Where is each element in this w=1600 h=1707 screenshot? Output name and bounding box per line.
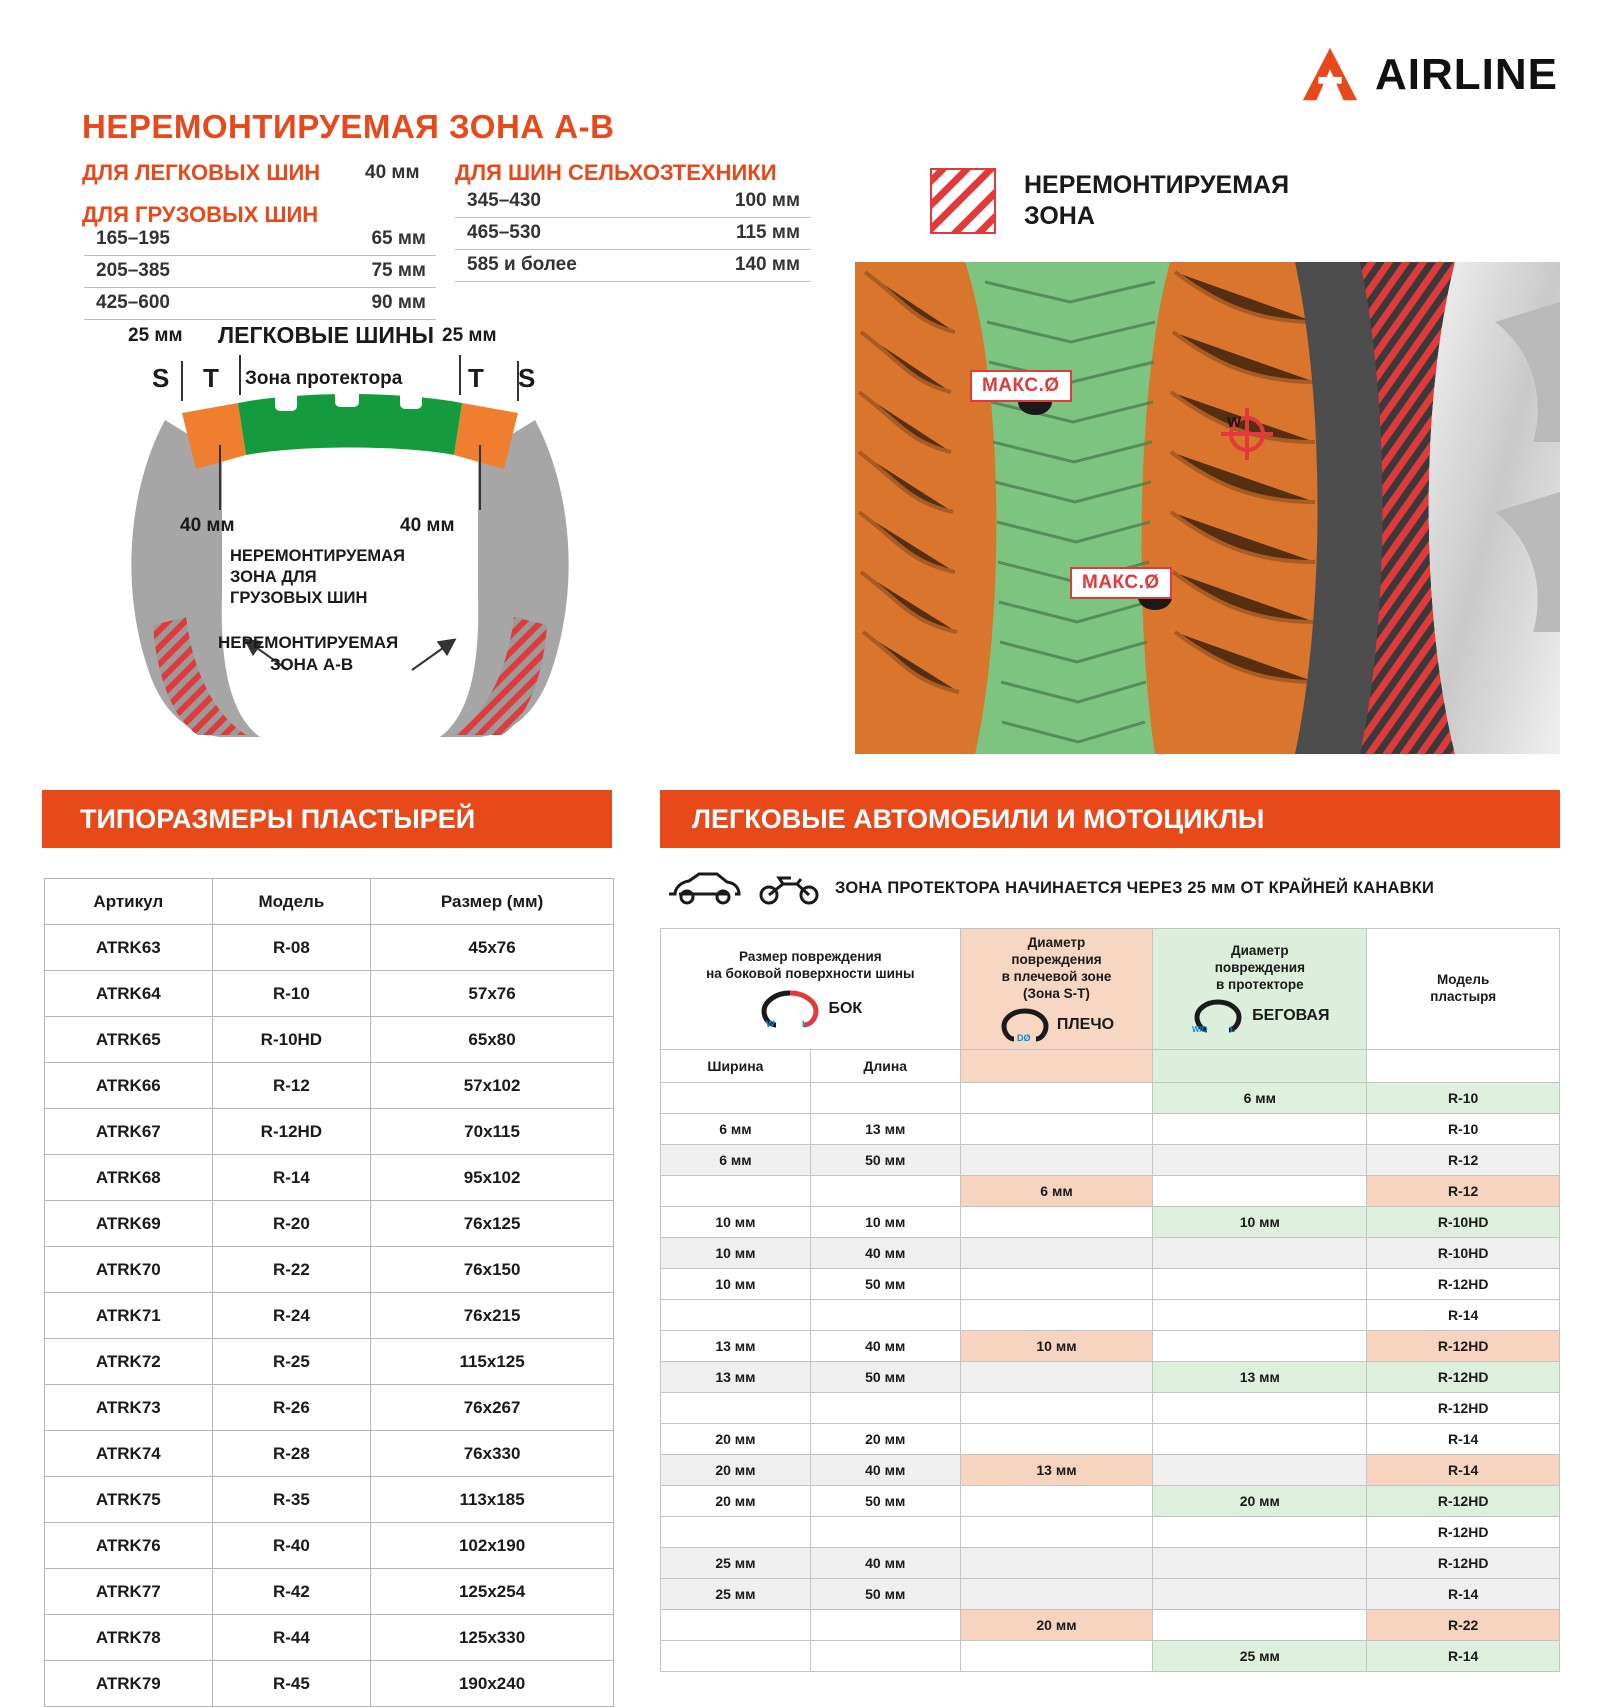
cell-shoulder (960, 1423, 1153, 1454)
value: 100 мм (667, 186, 810, 218)
cell-length (810, 1640, 960, 1671)
table-row (84, 288, 436, 320)
hatch-swatch-svg (932, 170, 994, 232)
table-row (455, 250, 810, 282)
cell-length: 50 мм (810, 1361, 960, 1392)
cell-size: 76x267 (371, 1385, 614, 1431)
table-row (661, 1113, 1560, 1144)
zone-t-left-label: T (203, 363, 219, 393)
cell-model: R-35 (212, 1477, 371, 1523)
passenger-moto-band-label: ЛЕГКОВЫЕ АВТОМОБИЛИ И МОТОЦИКЛЫ (692, 803, 1265, 834)
cell-tread (1153, 1578, 1367, 1609)
cell-shoulder (960, 1237, 1153, 1268)
table-row (661, 1392, 1560, 1423)
nonrepair-line1: НЕРЕМОНТИРУЕМАЯ (1024, 170, 1290, 199)
head-model-line1: Модель (1437, 971, 1490, 987)
cell-shoulder (960, 1361, 1153, 1392)
tire-photo-panel (855, 262, 1560, 754)
head-tread-line3: в протекторе (1215, 977, 1304, 993)
cell-size: 76x125 (371, 1201, 614, 1247)
table-row (661, 1423, 1560, 1454)
cell-length (810, 1392, 960, 1423)
head-tread-line1: Диаметр (1231, 943, 1289, 959)
table-row (661, 1640, 1560, 1671)
table-row (45, 971, 614, 1017)
value: 90 мм (296, 288, 436, 320)
truck-label: ДЛЯ ГРУЗОВЫХ ШИН (82, 202, 319, 227)
cell-model: R-12HD (1367, 1516, 1560, 1547)
patch-sizes-band-label: ТИПОРАЗМЕРЫ ПЛАСТЫРЕЙ (80, 803, 476, 834)
cell-tread (1153, 1454, 1367, 1485)
cell-length: 40 мм (810, 1330, 960, 1361)
cell-tread (1153, 1423, 1367, 1454)
cell-shoulder (960, 1485, 1153, 1516)
side-damage-icon (758, 989, 822, 1029)
cell-width (661, 1609, 811, 1640)
hatched-red-square-icon (930, 168, 996, 234)
table-row (661, 1299, 1560, 1330)
page-title: НЕРЕМОНТИРУЕМАЯ ЗОНА А-В (82, 108, 615, 145)
cell-tread: 6 мм (1153, 1082, 1367, 1113)
mm25-left-label: 25 мм (128, 325, 183, 346)
cell-length (810, 1609, 960, 1640)
cell-tread (1153, 1547, 1367, 1578)
table-row (661, 1330, 1560, 1361)
table-row (661, 1237, 1560, 1268)
cell-tread (1153, 1237, 1367, 1268)
cell-article: ATRK64 (45, 971, 213, 1017)
cell-shoulder (960, 1113, 1153, 1144)
brand-logo (1299, 44, 1558, 106)
zone-t-right-label: T (468, 363, 484, 393)
cell-width: 13 мм (661, 1361, 811, 1392)
cell-width: 6 мм (661, 1113, 811, 1144)
table-row (661, 1361, 1560, 1392)
cell-tread (1153, 1268, 1367, 1299)
cell-model: R-20 (212, 1201, 371, 1247)
table-row (661, 1609, 1560, 1640)
cell-length (810, 1299, 960, 1330)
value: 65 мм (296, 224, 436, 256)
cell-shoulder (960, 1547, 1153, 1578)
cell-width (661, 1175, 811, 1206)
head-shoulder-line2: повреждения (1011, 951, 1102, 967)
cell-size: 76x330 (371, 1431, 614, 1477)
truck-sizes-table (84, 224, 436, 320)
tread-zone-note-text: ЗОНА ПРОТЕКТОРА НАЧИНАЕТСЯ ЧЕРЕЗ 25 мм ОТ КРАЙНЕЙ КАНАВКИ (835, 878, 1435, 897)
cell-shoulder (960, 1640, 1153, 1671)
cell-width: 20 мм (661, 1454, 811, 1485)
cell-tread (1153, 1144, 1367, 1175)
cell-model: R-12HD (1367, 1392, 1560, 1423)
cell-shoulder: 13 мм (960, 1454, 1153, 1485)
cell-article: ATRK74 (45, 1431, 213, 1477)
cell-model: R-14 (212, 1155, 371, 1201)
cell-width (661, 1392, 811, 1423)
table-row (45, 925, 614, 971)
head-side-damage (661, 929, 961, 1050)
table-row (45, 1201, 614, 1247)
tread-badge-label: БЕГОВАЯ (1252, 1007, 1330, 1025)
cell-model: R-08 (212, 925, 371, 971)
cell-length: 20 мм (810, 1423, 960, 1454)
cell-width: 10 мм (661, 1268, 811, 1299)
cell-model: R-10HD (1367, 1206, 1560, 1237)
cell-width: 25 мм (661, 1578, 811, 1609)
cell-model: R-14 (1367, 1423, 1560, 1454)
cell-length (810, 1516, 960, 1547)
max-diameter-label-2: МАКС.Ø (1070, 567, 1172, 599)
cell-size: 115x125 (371, 1339, 614, 1385)
tread-damage-icon (1190, 998, 1246, 1034)
cell-article: ATRK76 (45, 1523, 213, 1569)
tread-zone-label: Зона протектора (245, 368, 403, 389)
cell-tread (1153, 1392, 1367, 1423)
cell-article: ATRK72 (45, 1339, 213, 1385)
cell-tread: 25 мм (1153, 1640, 1367, 1671)
cell-size: 190x240 (371, 1661, 614, 1707)
w-mark-label: W (1227, 414, 1242, 431)
svg-text:L: L (1230, 1025, 1236, 1035)
col-size: Размер (мм) (371, 879, 614, 925)
shoulder-badge-label: ПЛЕЧО (1056, 1015, 1115, 1033)
table-row (661, 1578, 1560, 1609)
cell-model: R-12HD (1367, 1268, 1560, 1299)
cell-tread (1153, 1516, 1367, 1547)
head-patch-model (1367, 929, 1560, 1050)
table-row (45, 1477, 614, 1523)
cell-shoulder: 20 мм (960, 1609, 1153, 1640)
table-row (45, 1523, 614, 1569)
cell-length: 40 мм (810, 1547, 960, 1578)
table-row (45, 1155, 614, 1201)
cell-size: 57x102 (371, 1063, 614, 1109)
cell-article: ATRK68 (45, 1155, 213, 1201)
diagram-title: ЛЕГКОВЫЕ ШИНЫ (218, 322, 435, 348)
mm40-right-label: 40 мм (400, 515, 455, 536)
table-row (84, 256, 436, 288)
cell-width: 6 мм (661, 1144, 811, 1175)
sub-length: Длина (810, 1049, 960, 1082)
cell-article: ATRK67 (45, 1109, 213, 1155)
cell-tread: 13 мм (1153, 1361, 1367, 1392)
table-row (661, 1268, 1560, 1299)
cell-tread (1153, 1299, 1367, 1330)
truck-zone-line2: ЗОНА ДЛЯ (230, 568, 317, 586)
agro-sizes-table (455, 186, 810, 282)
table-row (45, 1063, 614, 1109)
cell-tread: 10 мм (1153, 1206, 1367, 1237)
tire-cross-section-diagram (70, 322, 630, 755)
cell-shoulder: 6 мм (960, 1175, 1153, 1206)
table-row (455, 218, 810, 250)
passenger-moto-band (660, 790, 1560, 848)
cell-model: R-10HD (1367, 1237, 1560, 1268)
cell-model: R-40 (212, 1523, 371, 1569)
cell-tread (1153, 1113, 1367, 1144)
cell-model: R-12 (212, 1063, 371, 1109)
cell-article: ATRK65 (45, 1017, 213, 1063)
head-shoulder-line4: (Зона S-T) (1023, 985, 1090, 1001)
value: 115 мм (667, 218, 810, 250)
cell-shoulder (960, 1268, 1153, 1299)
passenger-label: ДЛЯ ЛЕГКОВЫХ ШИН (82, 160, 321, 185)
svg-text:W/D: W/D (1192, 1025, 1208, 1035)
cell-length: 50 мм (810, 1578, 960, 1609)
value: 140 мм (667, 250, 810, 282)
cell-article: ATRK71 (45, 1293, 213, 1339)
table-row (45, 1615, 614, 1661)
col-model: Модель (212, 879, 371, 925)
cell-model: R-45 (212, 1661, 371, 1707)
cell-shoulder (960, 1392, 1153, 1423)
table-row (45, 1385, 614, 1431)
table-row (661, 1516, 1560, 1547)
table-row (661, 1082, 1560, 1113)
cell-model: R-10HD (212, 1017, 371, 1063)
truck-zone-line3: ГРУЗОВЫХ ШИН (230, 589, 368, 607)
cell-article: ATRK75 (45, 1477, 213, 1523)
cell-size: 65x80 (371, 1017, 614, 1063)
cell-width: 10 мм (661, 1206, 811, 1237)
cell-model: R-14 (1367, 1640, 1560, 1671)
cell-width: 10 мм (661, 1237, 811, 1268)
cell-shoulder (960, 1578, 1153, 1609)
cell-model: R-22 (212, 1247, 371, 1293)
cell-model: R-28 (212, 1431, 371, 1477)
cell-size: 113x185 (371, 1477, 614, 1523)
ab-zone-line1: НЕРЕМОНТИРУЕМАЯ (218, 633, 399, 652)
cell-tread: 20 мм (1153, 1485, 1367, 1516)
cell-width (661, 1640, 811, 1671)
car-icon (665, 870, 743, 906)
nonrepair-legend-text (1024, 170, 1289, 233)
mm25-right-label: 25 мм (442, 325, 497, 346)
cell-article: ATRK63 (45, 925, 213, 971)
brand-name: AIRLINE (1375, 50, 1558, 99)
table-row (45, 1017, 614, 1063)
table-row (45, 1339, 614, 1385)
cell-model: R-10 (1367, 1082, 1560, 1113)
cell-model: R-14 (1367, 1454, 1560, 1485)
zone-s-right-label: S (518, 363, 536, 393)
patch-sizes-table (44, 878, 614, 1707)
mm40-left-label: 40 мм (180, 515, 235, 536)
size: 205–385 (84, 256, 296, 288)
cell-width: 20 мм (661, 1423, 811, 1454)
cell-shoulder: 10 мм (960, 1330, 1153, 1361)
size: 165–195 (84, 224, 296, 256)
cell-article: ATRK69 (45, 1201, 213, 1247)
cell-size: 125x330 (371, 1615, 614, 1661)
cell-size: 95x102 (371, 1155, 614, 1201)
table-row (661, 1485, 1560, 1516)
head-shoulder-line1: Диаметр (1027, 935, 1086, 950)
patch-sizes-band (42, 790, 612, 848)
passenger-value: 40 мм (365, 162, 420, 183)
damage-size-table (660, 928, 1560, 1672)
cell-model: R-26 (212, 1385, 371, 1431)
table-row (84, 224, 436, 256)
cell-shoulder (960, 1082, 1153, 1113)
table-row (661, 1144, 1560, 1175)
sub-tread (1153, 1049, 1367, 1082)
svg-text:L: L (802, 1018, 808, 1029)
cell-article: ATRK78 (45, 1615, 213, 1661)
table-subheader-row (661, 1049, 1560, 1082)
cell-shoulder (960, 1516, 1153, 1547)
cell-tread (1153, 1330, 1367, 1361)
size: 345–430 (455, 186, 667, 218)
cell-size: 76x150 (371, 1247, 614, 1293)
cell-width: 13 мм (661, 1330, 811, 1361)
svg-text:W: W (766, 1018, 775, 1029)
cell-width (661, 1516, 811, 1547)
cell-model: R-14 (1367, 1578, 1560, 1609)
cell-size: 57x76 (371, 971, 614, 1017)
cell-model: R-25 (212, 1339, 371, 1385)
cell-model: R-10 (1367, 1113, 1560, 1144)
cell-article: ATRK73 (45, 1385, 213, 1431)
cell-width (661, 1299, 811, 1330)
cell-model: R-12HD (212, 1109, 371, 1155)
head-side-line2: на боковой поверхности шины (706, 965, 915, 981)
sub-model (1367, 1049, 1560, 1082)
motorcycle-icon (757, 870, 821, 906)
cell-length (810, 1175, 960, 1206)
cell-length: 40 мм (810, 1237, 960, 1268)
cell-shoulder (960, 1144, 1153, 1175)
cell-tread (1153, 1175, 1367, 1206)
side-badge-label: БОК (828, 999, 863, 1017)
table-row (661, 1454, 1560, 1485)
table-row (661, 1175, 1560, 1206)
table-row (45, 1109, 614, 1155)
sub-shoulder (960, 1049, 1153, 1082)
cell-length: 10 мм (810, 1206, 960, 1237)
cell-model: R-24 (212, 1293, 371, 1339)
col-article: Артикул (45, 879, 213, 925)
cell-article: ATRK70 (45, 1247, 213, 1293)
agro-label: ДЛЯ ШИН СЕЛЬХОЗТЕХНИКИ (455, 160, 777, 185)
svg-text:DØ: DØ (1016, 1032, 1031, 1043)
tread-zone-note (665, 870, 1434, 906)
cell-length: 50 мм (810, 1144, 960, 1175)
table-header-row (45, 879, 614, 925)
cell-model: R-12 (1367, 1144, 1560, 1175)
cell-length: 50 мм (810, 1268, 960, 1299)
cell-size: 102x190 (371, 1523, 614, 1569)
head-side-line1: Размер повреждения (739, 948, 882, 964)
cell-tread (1153, 1609, 1367, 1640)
cell-article: ATRK77 (45, 1569, 213, 1615)
head-shoulder-damage (960, 929, 1153, 1050)
nonrepair-line2: ЗОНА (1024, 202, 1095, 230)
cell-model: R-12HD (1367, 1361, 1560, 1392)
cell-model: R-12HD (1367, 1485, 1560, 1516)
size: 585 и более (455, 250, 667, 282)
cell-length: 40 мм (810, 1454, 960, 1485)
cell-model: R-12 (1367, 1175, 1560, 1206)
cell-size: 45x76 (371, 925, 614, 971)
cell-model: R-14 (1367, 1299, 1560, 1330)
max-diameter-label-1: МАКС.Ø (970, 370, 1072, 402)
cell-size: 76x215 (371, 1293, 614, 1339)
airline-a-logo-icon (1299, 44, 1361, 106)
tire-illustration (855, 262, 1560, 754)
size: 425–600 (84, 288, 296, 320)
value: 75 мм (296, 256, 436, 288)
head-tread-line2: повреждения (1214, 960, 1305, 976)
table-row (455, 186, 810, 218)
nonrepair-legend (930, 168, 1289, 234)
size: 465–530 (455, 218, 667, 250)
cell-width: 25 мм (661, 1547, 811, 1578)
cell-model: R-44 (212, 1615, 371, 1661)
cell-shoulder (960, 1206, 1153, 1237)
cell-article: ATRK79 (45, 1661, 213, 1707)
head-model-line2: пластыря (1430, 988, 1497, 1004)
cell-width (661, 1082, 811, 1113)
cell-width: 20 мм (661, 1485, 811, 1516)
cell-model: R-12HD (1367, 1547, 1560, 1578)
ab-zone-line2: ЗОНА А-В (270, 655, 354, 674)
table-row (45, 1293, 614, 1339)
cell-size: 70x115 (371, 1109, 614, 1155)
cell-size: 125x254 (371, 1569, 614, 1615)
cell-article: ATRK66 (45, 1063, 213, 1109)
table-row (45, 1569, 614, 1615)
table-row (661, 1206, 1560, 1237)
head-shoulder-line3: в плечевой зоне (1001, 968, 1112, 984)
table-header-row (661, 929, 1560, 1050)
table-row (45, 1661, 614, 1707)
truck-zone-line1: НЕРЕМОНТИРУЕМАЯ (230, 547, 405, 565)
cell-model: R-12HD (1367, 1330, 1560, 1361)
cell-length: 50 мм (810, 1485, 960, 1516)
cell-shoulder (960, 1299, 1153, 1330)
sub-width: Ширина (661, 1049, 811, 1082)
cell-model: R-22 (1367, 1609, 1560, 1640)
zone-s-left-label: S (152, 363, 170, 393)
cell-model: R-10 (212, 971, 371, 1017)
head-tread-damage (1153, 929, 1367, 1050)
shoulder-damage-icon (999, 1007, 1051, 1043)
cell-length (810, 1082, 960, 1113)
table-row (45, 1247, 614, 1293)
table-row (45, 1431, 614, 1477)
cell-length: 13 мм (810, 1113, 960, 1144)
table-row (661, 1547, 1560, 1578)
cell-model: R-42 (212, 1569, 371, 1615)
